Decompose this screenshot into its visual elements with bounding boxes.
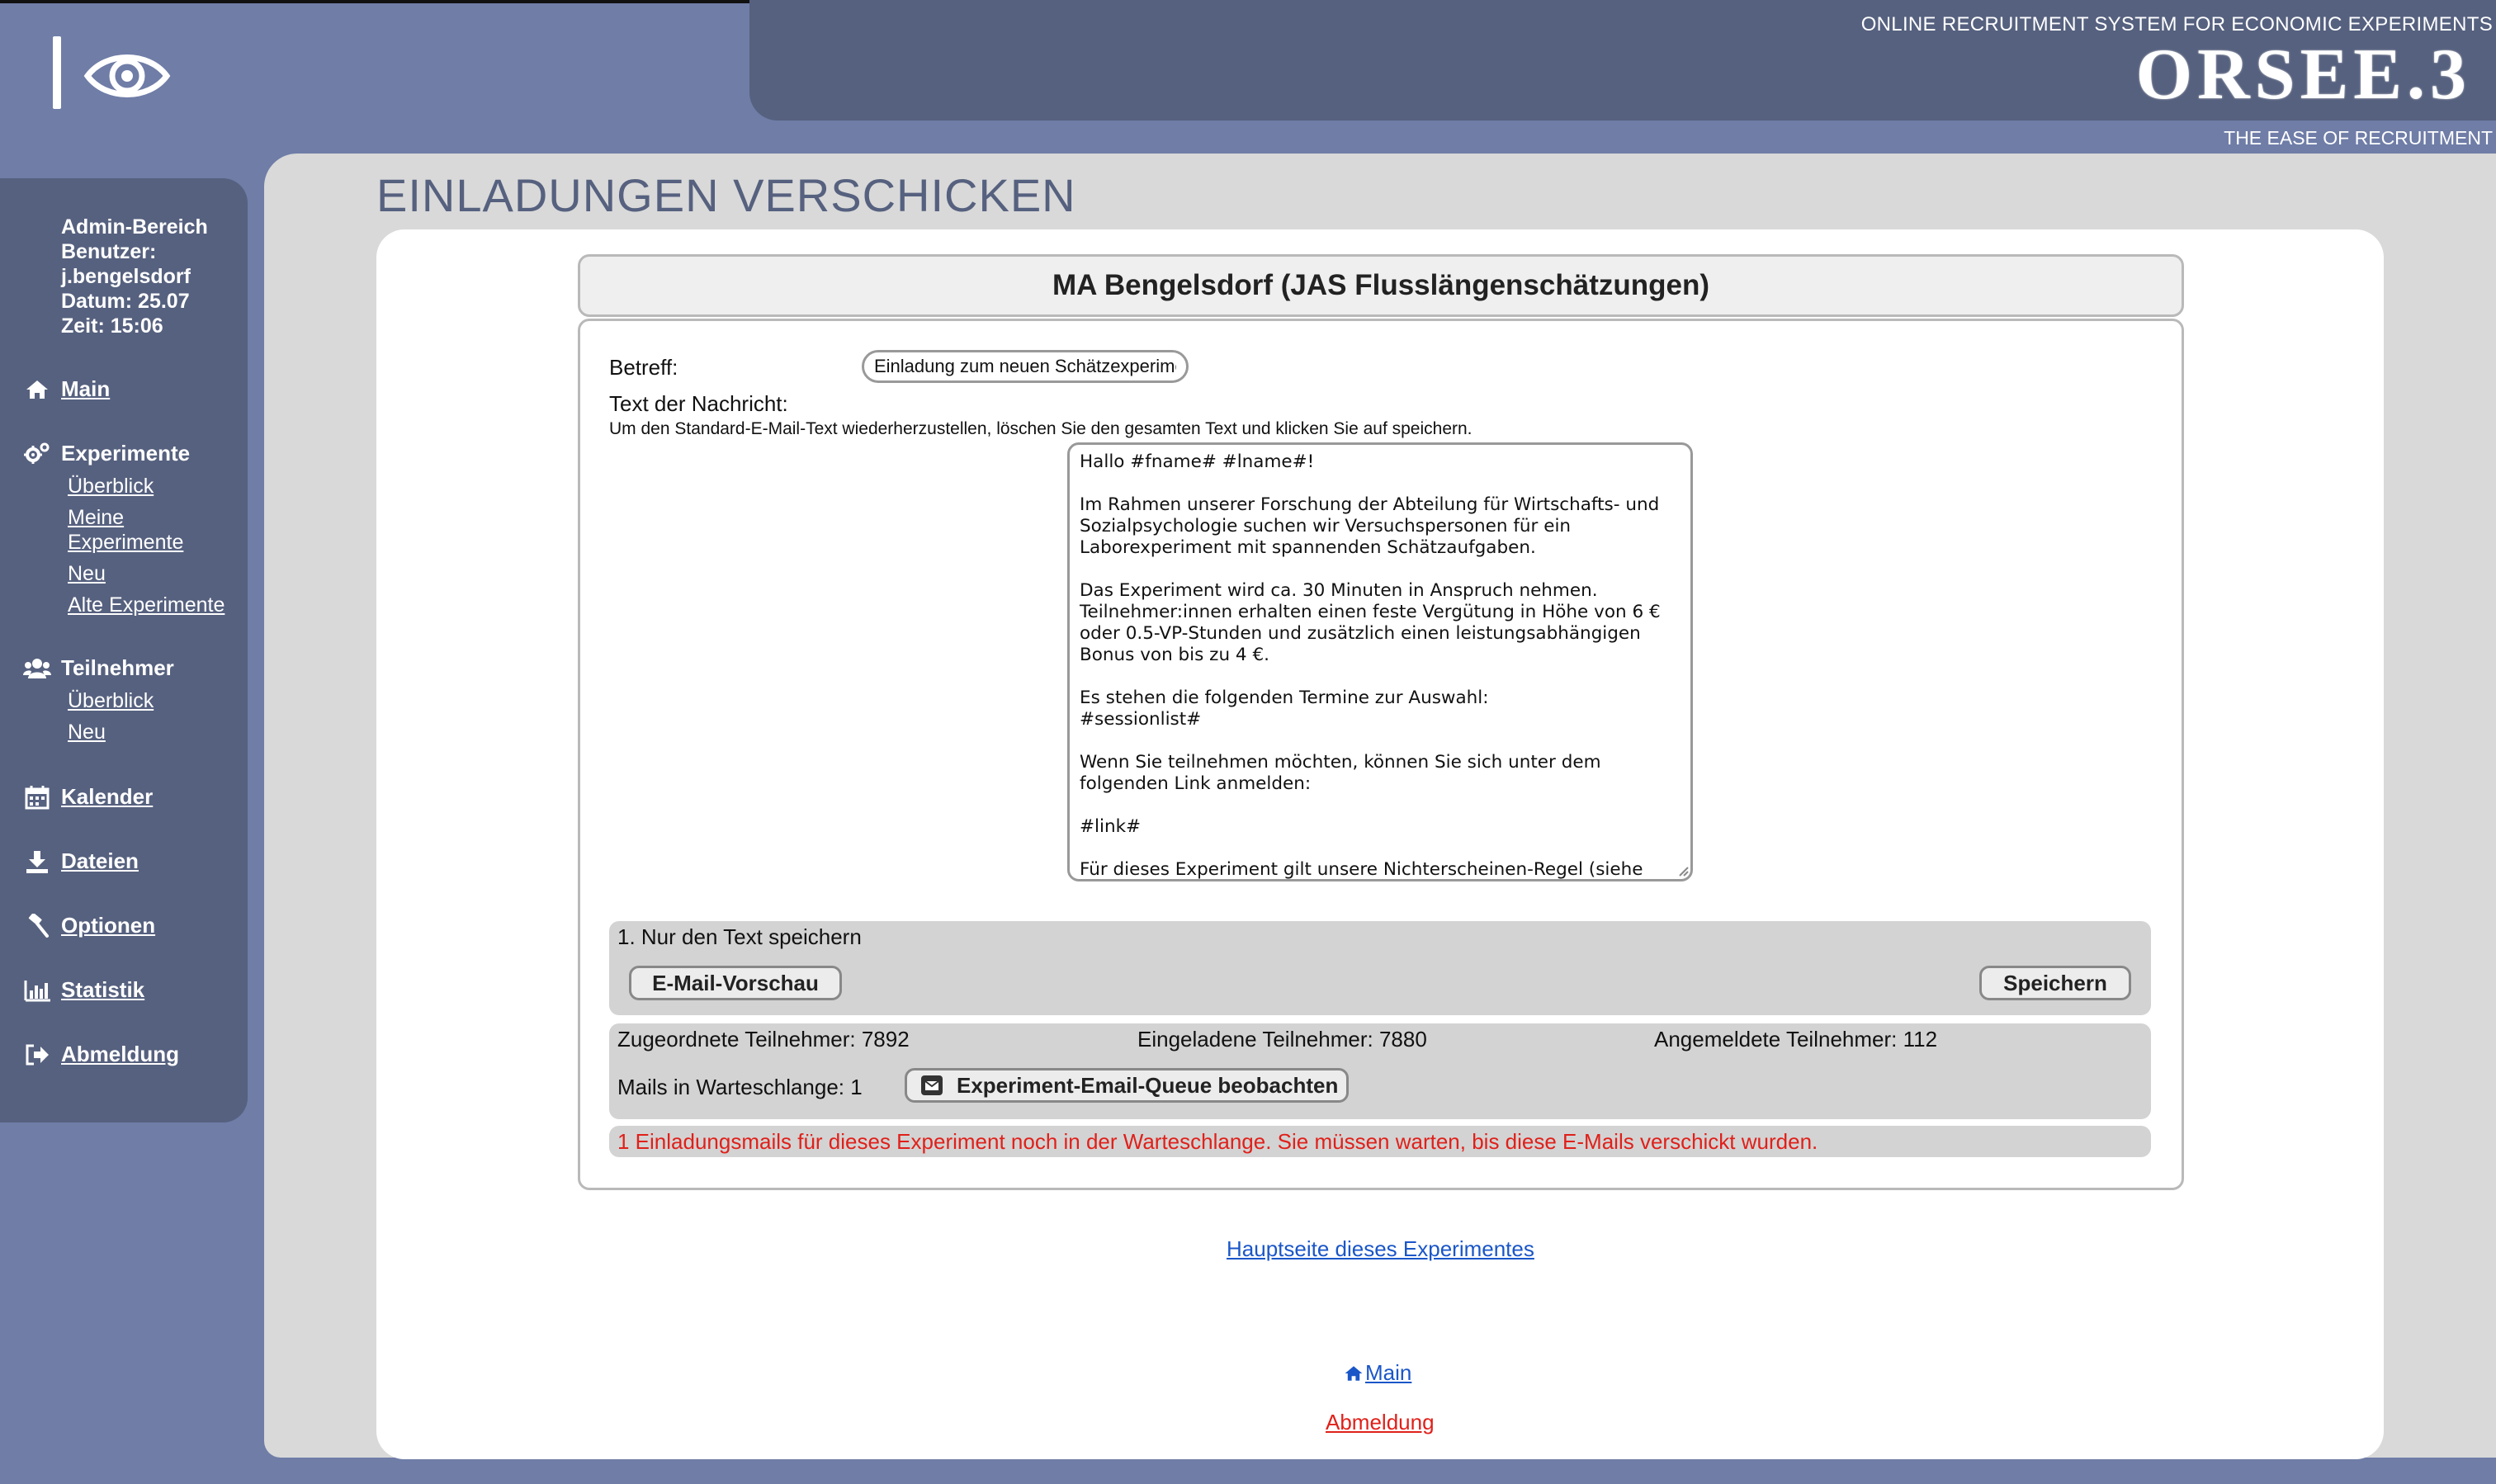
sidebar-link-statistics[interactable]: Statistik xyxy=(61,977,145,1002)
invited-participants: Eingeladene Teilnehmer: 7880 xyxy=(1137,1027,1427,1052)
sidebar-link-main[interactable]: Main xyxy=(61,376,111,401)
sidebar-link-calendar[interactable]: Kalender xyxy=(61,784,154,809)
sidebar-item-experiments[interactable] xyxy=(23,441,190,466)
sidebar-item-old-experiments[interactable]: Alte Experimente xyxy=(68,593,225,617)
mail-queue-count: Mails in Warteschlange: 1 xyxy=(617,1075,863,1099)
sidebar-label-experiments[interactable]: Experimente xyxy=(61,441,191,466)
envelope-icon xyxy=(920,1075,943,1096)
save-only-label: 1. Nur den Text speichern xyxy=(617,924,862,949)
subject-input[interactable] xyxy=(862,350,1189,383)
footer-logout-link[interactable]: Abmeldung xyxy=(1326,1410,1435,1434)
sidebar-item-participants-new[interactable]: Neu xyxy=(68,721,106,744)
admin-area-label: Admin-Bereich xyxy=(61,215,208,239)
time-label: Zeit: 15:06 xyxy=(61,314,163,338)
sidebar-label-participants[interactable]: Teilnehmer xyxy=(61,655,174,680)
user-name: j.bengelsdorf xyxy=(61,265,191,288)
logo-bar xyxy=(53,36,61,109)
download-icon xyxy=(23,849,51,874)
header-subtitle: ONLINE RECRUITMENT SYSTEM FOR ECONOMIC EXPERIMENTS xyxy=(1860,13,2493,35)
page-title: EINLADUNGEN VERSCHICKEN xyxy=(376,169,1076,221)
sign-out-icon xyxy=(23,1042,51,1067)
sidebar-item-calendar[interactable] xyxy=(23,784,153,810)
sidebar-item-experiments-new[interactable]: Neu xyxy=(68,562,106,585)
eye-logo-icon xyxy=(83,45,172,107)
hammer-icon xyxy=(23,914,51,938)
calendar-icon xyxy=(23,785,51,810)
users-icon xyxy=(23,656,51,681)
home-icon xyxy=(1344,1364,1364,1382)
bar-chart-icon xyxy=(23,978,51,1003)
sidebar-item-participants-overview[interactable]: Überblick xyxy=(68,689,154,712)
sidebar-item-my-experiments-1[interactable]: Meine xyxy=(68,506,125,529)
subject-label: Betreff: xyxy=(609,355,678,380)
sidebar-link-logout[interactable]: Abmeldung xyxy=(61,1042,179,1066)
sidebar-item-files[interactable] xyxy=(23,848,139,874)
sidebar-link-files[interactable]: Dateien xyxy=(61,848,139,873)
sidebar-item-experiments-overview[interactable]: Überblick xyxy=(68,475,154,498)
experiment-title: MA Bengelsdorf (JAS Flusslängenschätzungen) xyxy=(578,254,2184,317)
home-icon xyxy=(23,377,51,402)
experiment-main-link[interactable]: Hauptseite dieses Experimentes xyxy=(1227,1236,1534,1261)
header-tagline: THE EASE OF RECRUITMENT xyxy=(2224,127,2493,149)
sidebar-item-options[interactable] xyxy=(23,913,155,938)
watch-email-queue-button[interactable] xyxy=(905,1068,1349,1103)
footer-main-link[interactable] xyxy=(1344,1360,1411,1386)
user-label: Benutzer: xyxy=(61,240,157,263)
assigned-participants: Zugeordnete Teilnehmer: 7892 xyxy=(617,1027,910,1052)
sidebar-item-my-experiments-2[interactable]: Experimente xyxy=(68,531,184,554)
resize-grip-icon[interactable] xyxy=(1676,863,1689,877)
save-button[interactable]: Speichern xyxy=(1979,966,2131,1000)
sidebar-item-main[interactable] xyxy=(23,376,110,402)
sidebar-item-statistics[interactable] xyxy=(23,977,144,1003)
sidebar-link-options[interactable]: Optionen xyxy=(61,913,156,938)
gears-icon xyxy=(23,442,51,466)
brand-logo: ORSEE.3 xyxy=(2135,35,2471,115)
watch-email-queue-label: Experiment-Email-Queue beobachten xyxy=(957,1072,1339,1098)
admin-info xyxy=(61,215,208,338)
message-hint: Um den Standard-E-Mail-Text wiederherzustellen, löschen Sie den gesamten Text und klicken Sie auf speichern. xyxy=(609,419,1473,438)
message-textarea[interactable] xyxy=(1067,442,1693,881)
message-label: Text der Nachricht: xyxy=(609,391,788,416)
email-preview-button[interactable]: E-Mail-Vorschau xyxy=(629,966,842,1000)
registered-participants: Angemeldete Teilnehmer: 112 xyxy=(1654,1027,1938,1052)
sidebar-item-logout[interactable] xyxy=(23,1042,179,1067)
queue-warning: 1 Einladungsmails für dieses Experiment noch in der Warteschlange. Sie müssen warten, bis diese E-Mails verschickt wurden. xyxy=(617,1129,1818,1154)
sidebar-item-participants[interactable] xyxy=(23,655,174,681)
date-label: Datum: 25.07 xyxy=(61,290,190,313)
footer-main-label: Main xyxy=(1365,1360,1412,1385)
sidebar xyxy=(0,178,248,1122)
